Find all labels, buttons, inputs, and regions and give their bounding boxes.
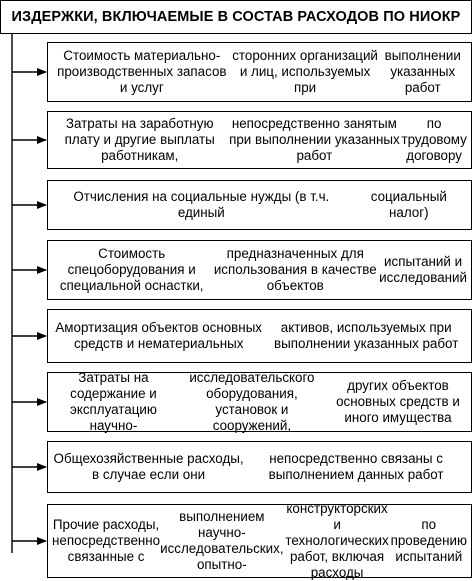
cost-item-line: Затраты на заработную плату и другие выплаты работникам, bbox=[64, 116, 215, 163]
cost-item-line: конструкторских и технологических работ, включая расходы bbox=[285, 501, 389, 580]
cost-item-line: сторонних организаций и лиц, используемых при bbox=[232, 48, 378, 95]
cost-item-materials bbox=[47, 42, 472, 102]
cost-item-depreciation bbox=[47, 309, 472, 363]
cost-item-line: выполнением научно-исследовательских, опытно- bbox=[160, 509, 284, 572]
cost-item-line: по проведению испытаний bbox=[390, 517, 468, 564]
cost-item-line: выполнении указанных работ bbox=[384, 48, 461, 95]
diagram-title bbox=[0, 0, 472, 34]
cost-item-social-contributions bbox=[47, 180, 472, 230]
cost-item-line: Прочие расходы, непосредственно связанные с bbox=[52, 517, 161, 564]
cost-item-line: Отчисления на социальные нужды (в т.ч. единый bbox=[73, 189, 330, 220]
cost-item-line: Стоимость материально-производственных запасов и услуг bbox=[57, 48, 227, 95]
cost-item-overhead bbox=[47, 441, 472, 493]
cost-item-line: по трудовому договору bbox=[401, 116, 467, 163]
cost-item-equipment-maintenance bbox=[47, 372, 472, 432]
diagram-title-text: ИЗДЕРЖКИ, ВКЛЮЧАЕМЫЕ В СОСТАВ РАСХОДОВ ПО НИОКР bbox=[11, 9, 461, 25]
cost-item-line: исследовательского оборудования, установок и сооружений, bbox=[189, 370, 315, 433]
cost-item-line: активов, используемых при выполнении указанных работ bbox=[274, 320, 459, 351]
cost-item-salary bbox=[47, 111, 472, 169]
cost-item-line: Затраты на содержание и эксплуатацию научно- bbox=[69, 370, 157, 433]
cost-item-special-equipment bbox=[47, 240, 472, 300]
cost-item-line: Амортизация объектов основных средств и нематериальных bbox=[55, 320, 263, 351]
cost-item-line: Стоимость спецоборудования и специальной оснастки, bbox=[59, 246, 204, 293]
cost-item-line: Общехозяйственные расходы, в случае если они bbox=[53, 451, 244, 482]
cost-item-other-expenses bbox=[47, 501, 472, 580]
cost-item-line: непосредственно занятым при выполнении указанных работ bbox=[229, 116, 400, 163]
cost-item-line: других объектов основных средств и иного имущества bbox=[336, 378, 460, 425]
cost-item-line: предназначенных для использования в качестве объектов bbox=[213, 246, 377, 293]
cost-item-line: испытаний и исследований bbox=[379, 254, 468, 285]
cost-item-line: непосредственно связаны с выполнением данных работ bbox=[268, 451, 444, 482]
cost-item-line: социальный налог) bbox=[370, 189, 447, 220]
